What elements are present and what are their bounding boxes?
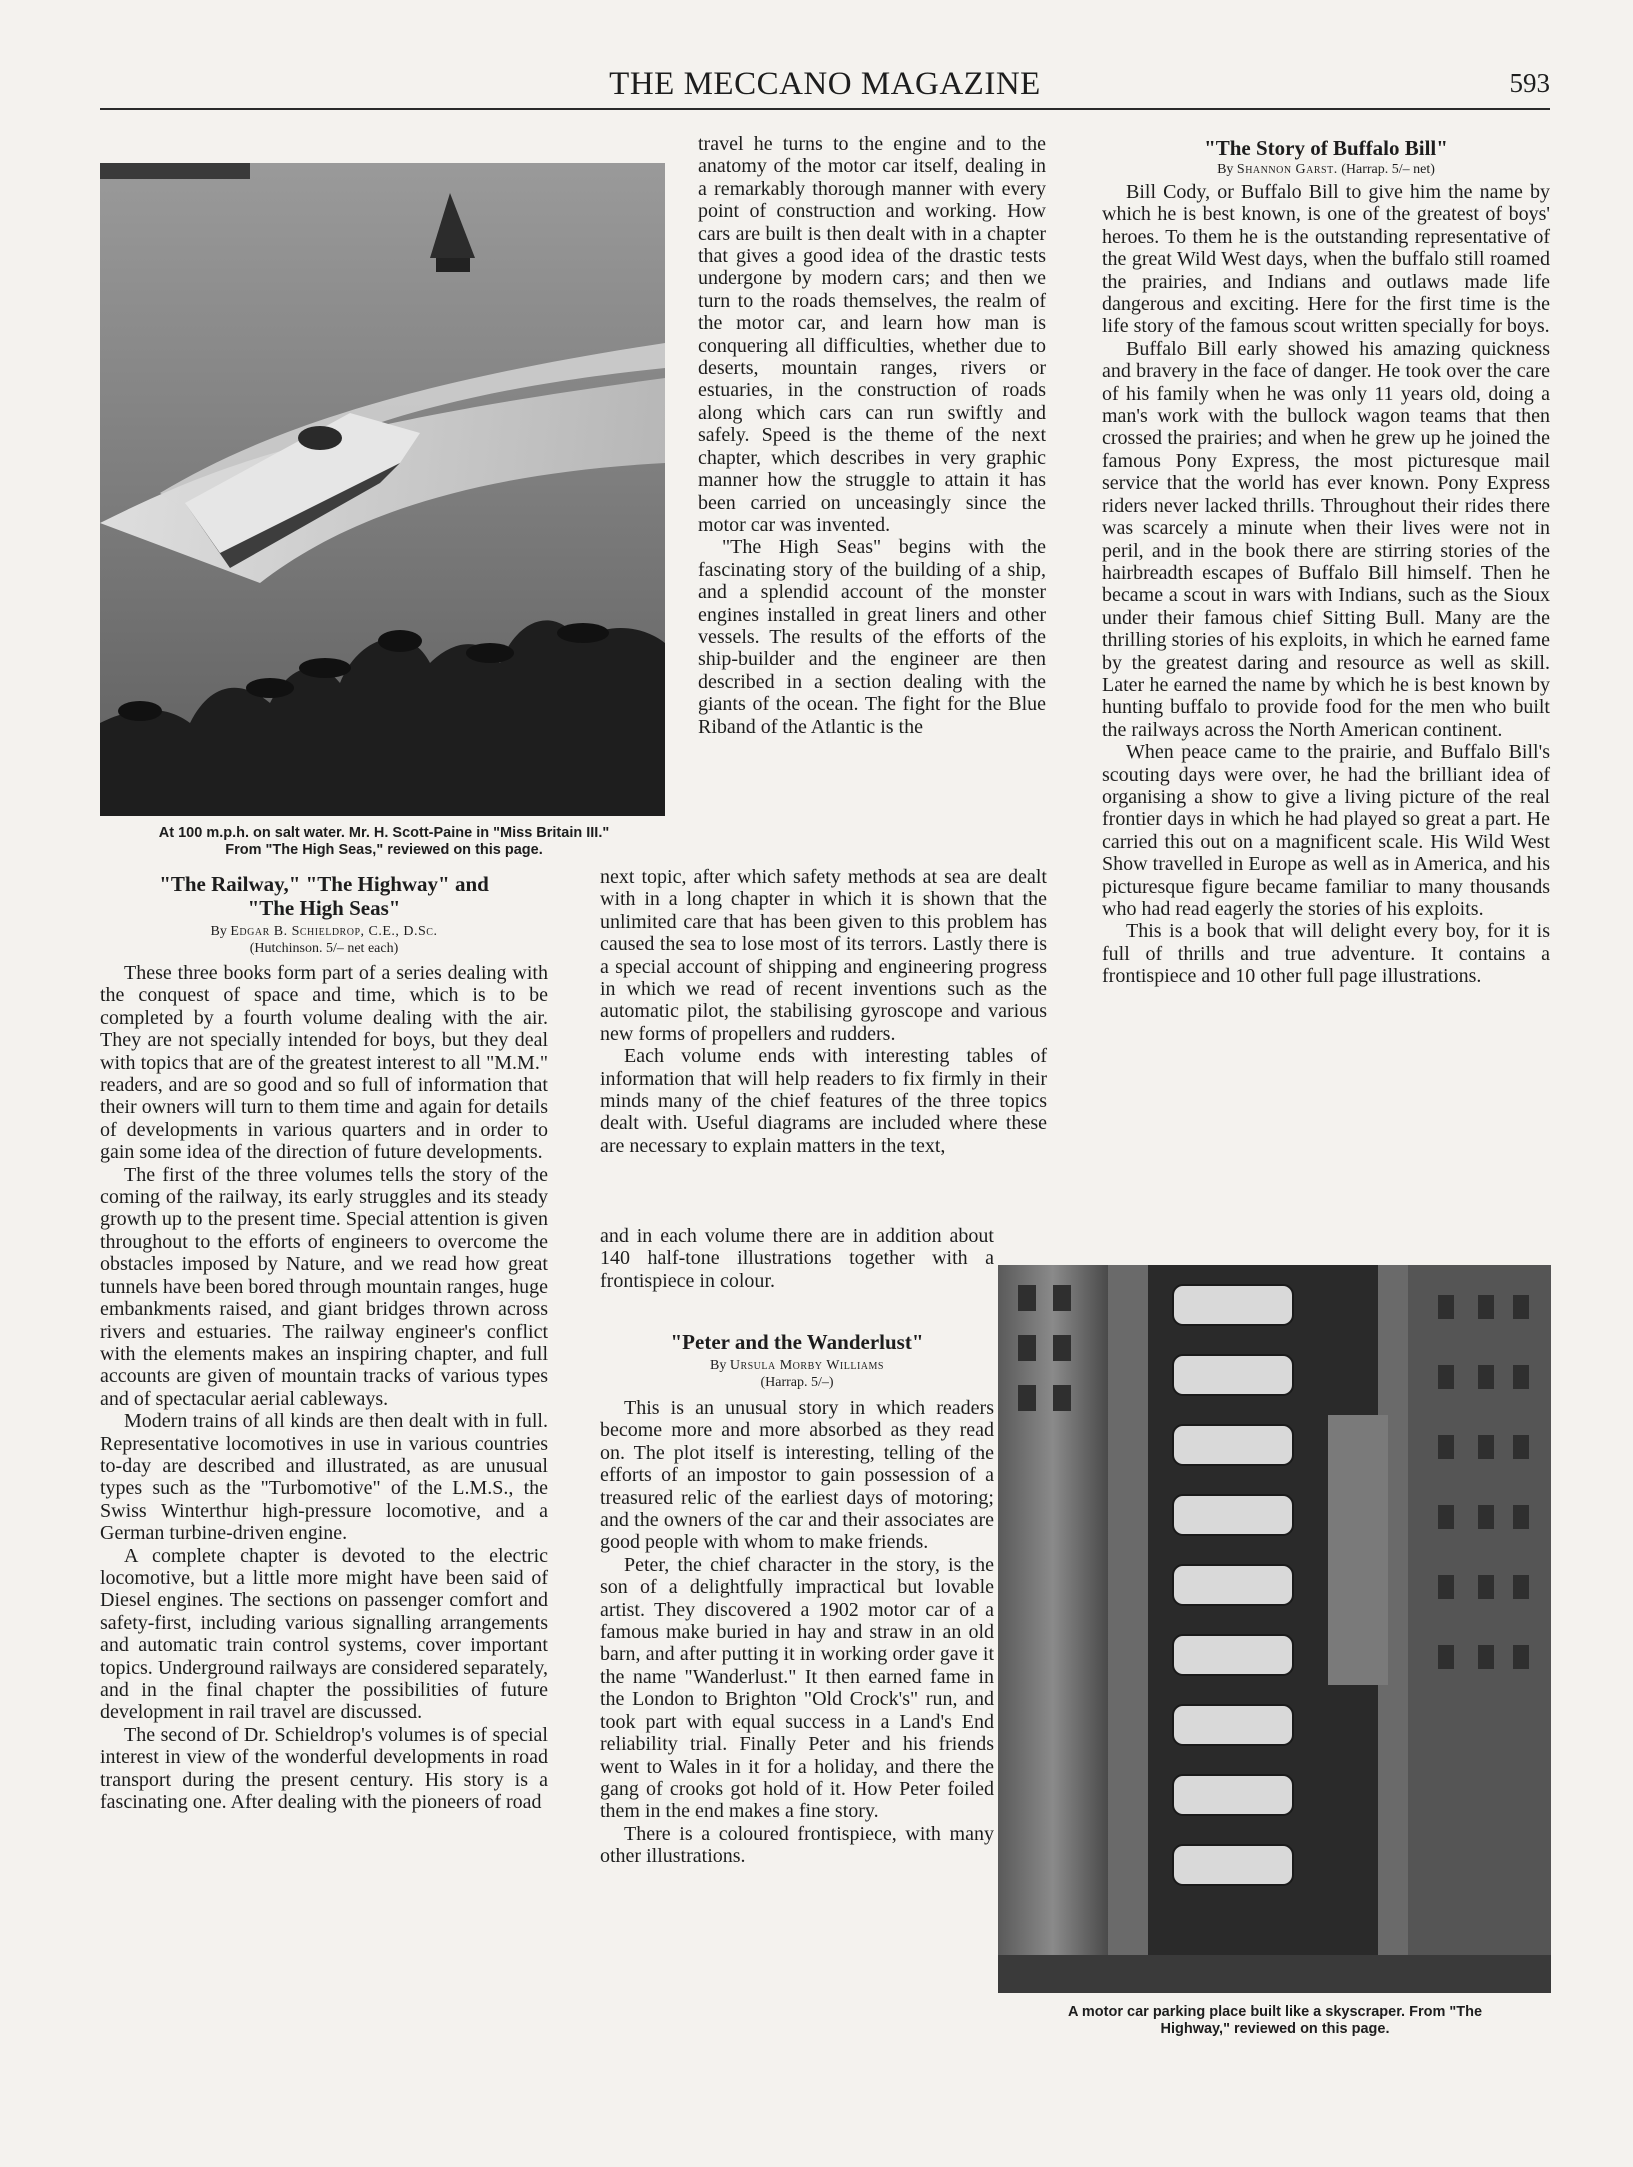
review-railway-byline: [100, 923, 548, 957]
speedboat-illustration: [100, 163, 665, 816]
speedboat-caption: [100, 825, 668, 859]
byline-prefix: By: [710, 1358, 727, 1373]
byline-prefix: By: [1217, 162, 1234, 177]
paragraph: Bill Cody, or Buffalo Bill to give him the name by which he is best known, is one of the greatest of boys' heroes. To them he is the outstanding representative of the great Wild West days, when the buffalo still roamed the prairies, and Indians and outlaws made life dangerous and exciting. Here for the first time is the life story of the famous scout written specially for boys.: [1102, 181, 1550, 338]
review-railway-publisher: (Hutchinson. 5/– net each): [249, 941, 399, 956]
review-railway-author: Edgar B. Schieldrop, C.E., D.Sc.: [230, 924, 438, 939]
review-buffalo-byline: [1102, 161, 1550, 178]
review-peter-author: Ursula Morby Williams: [729, 1358, 884, 1373]
review-buffalo-publisher: (Harrap. 5/– net): [1341, 162, 1435, 177]
paragraph: These three books form part of a series dealing with the conquest of space and time, which is to be completed by a fourth volume dealing with the air. They are not specially intended for boys, but they deal with topics that are of the greatest interest to all "M.M." readers, and are so good and so full of information that their owners will turn to them time and again for details of developments in various quarters and in order to gain some idea of the direction of future developments.: [100, 962, 548, 1164]
review-buffalo-author: Shannon Garst.: [1236, 162, 1338, 177]
paragraph: Modern trains of all kinds are then dealt with in full. Representative locomotives in use in various countries to-day are described and illustrated, as are unusual types such as the "Turbomotive" of the L.M.S., the Swiss Winterthur high-pressure locomotive, and a German turbine-driven engine.: [100, 1410, 548, 1545]
paragraph: There is a coloured frontispiece, with many other illustrations.: [600, 1822, 994, 1868]
paragraph: This is an unusual story in which readers become more and more absorbed as they read on. The plot itself is interesting, telling of the efforts of an impostor to gain possession of a treasured relic of the earliest days of motoring; and the owners of the car and their associates are good people with whom to make friends.: [600, 1397, 994, 1554]
page-header: [100, 62, 1550, 110]
page-number: 593: [1509, 68, 1550, 98]
paragraph: The second of Dr. Schieldrop's volumes is of special interest in view of the wonderful developments in road transport during the present century. His story is a fascinating one. After dealing with the pioneers of road: [100, 1723, 548, 1814]
paragraph: Buffalo Bill early showed his amazing quickness and bravery in the face of danger. He took over the care of his family when he was only 11 years old, doing a man's work with the bullock wagon teams that then crossed the prairies; and when he grew up he joined the famous Pony Express, the most picturesque mail service that the world has ever known. Pony Express riders never lacked thrills. Throughout their rides there was scarcely a minute when their lives were not in peril, and in the book there are stirring stories of the hairbreadth escapes of Buffalo Bill himself. Then he became a scout in wars with Indians, such as the Sioux under their famous chief Sitting Bull. Many are the thrilling stories of his exploits, in which he earned fame by the greatest daring and resource as well as skill. Later he earned the name by which he is best known by hunting buffalo to provide food for the men who built the railways across the North American continent.: [1102, 337, 1550, 741]
speedboat-photo: [100, 163, 665, 816]
column-2-mid-text: [600, 866, 1047, 1157]
magazine-title: THE MECCANO MAGAZINE: [609, 66, 1041, 102]
column-2-narrow-text: [600, 1225, 994, 1292]
byline-prefix: By: [210, 924, 227, 939]
review-peter-byline: [600, 1357, 994, 1391]
speedboat-caption-line2: From "The High Seas," reviewed on this page.: [225, 842, 543, 858]
car-park-caption-line1: A motor car parking place built like a skyscraper. From "The: [1067, 2004, 1483, 2020]
paragraph: Each volume ends with interesting tables of information that will help readers to fix firmly in their minds many of the chief features of the three topics dealt with. Useful diagrams are included where these are necessary to explain matters in the text,: [600, 1045, 1047, 1157]
review-railway-heading-line2: "The High Seas": [247, 896, 401, 920]
paragraph: The first of the three volumes tells the story of the coming of the railway, its early struggles and its steady growth up to the present time. Special attention is given throughout to the efforts of engineers to overcome the obstacles imposed by Nature, and we read how great tunnels have been bored through mountain ranges, huge embankments raised, and giant bridges thrown across rivers and estuaries. The railway engineer's conflict with the elements makes an inspiring chapter, and full accounts are given of mountain tracks of various types and of spectacular aerial cableways.: [100, 1163, 548, 1410]
review-peter-publisher: (Harrap. 5/–): [760, 1375, 834, 1390]
paragraph: travel he turns to the engine and to the anatomy of the motor car itself, dealing in a remarkably thorough manner with every point of construction and working. How cars are built is then dealt with in a chapter that gives a good idea of the drastic tests undergone by modern cars; and then we turn to the roads themselves, the realm of the motor car, and learn how man is conquering all difficulties, whether due to deserts, mountain ranges, rivers or estuaries, in the construction of roads along which cars can run swiftly and safely. Speed is the theme of the next chapter, which describes in very graphic manner how the struggle to attain it has been carried on unceasingly since the motor car was invented.: [698, 133, 1046, 536]
paragraph: This is a book that will delight every boy, for it is full of thrills and true adventure. It contains a frontispiece and 10 other full page illustrations.: [1102, 920, 1550, 988]
review-peter-heading: "Peter and the Wanderlust": [670, 1330, 924, 1354]
column-1-text: [100, 962, 548, 1813]
paragraph: A complete chapter is devoted to the electric locomotive, but a little more might have been said of Diesel engines. The sections on passenger comfort and safety-first, including various signalling arrangements and automatic train control systems, cover important topics. Underground railways are considered separately, and in the final chapter the possibilities of future development in rail travel are discussed.: [100, 1544, 548, 1724]
review-railway-heading-block: [100, 872, 548, 963]
review-railway-heading-line1: "The Railway," "The Highway" and: [159, 872, 489, 896]
speedboat-caption-line1: At 100 m.p.h. on salt water. Mr. H. Scott-Paine in "Miss Britain III.": [158, 825, 610, 841]
review-buffalo-bill: [1102, 136, 1550, 988]
review-peter: [600, 1330, 994, 1868]
car-park-photo: [998, 1265, 1551, 1993]
paragraph: and in each volume there are in addition about 140 half-tone illustrations together with a frontispiece in colour.: [600, 1225, 994, 1292]
column-2-top-text: [698, 133, 1046, 738]
car-park-caption-line2: Highway," reviewed on this page.: [1160, 2021, 1390, 2037]
paragraph: "The High Seas" begins with the fascinating story of the building of a ship, and a splendid account of the monster engines installed in great liners and other vessels. The results of the efforts of the ship-builder and the engineer are then described in a section dealing with the giants of the ocean. The fight for the Blue Riband of the Atlantic is the: [698, 536, 1046, 738]
review-buffalo-heading: "The Story of Buffalo Bill": [1204, 136, 1448, 160]
car-park-caption: [990, 2004, 1560, 2038]
paragraph: When peace came to the prairie, and Buffalo Bill's scouting days were over, he had the brilliant idea of organising a show to give a living picture of the real frontier days in which he had played so great a part. He carried this out on a magnificent scale. His Wild West Show travelled in Europe as well as in America, and his picturesque figure became familiar to many thousands who had read eagerly the stories of his exploits.: [1102, 741, 1550, 920]
paragraph: next topic, after which safety methods at sea are dealt with in a long chapter in which it is shown that the unlimited care that has been given to this problem has caused the sea to lose most of its terrors. Lastly there is a special account of shipping and engineering progress in which we read of recent inventions such as the automatic pilot, the stabilising gyroscope and various new forms of propellers and rudders.: [600, 866, 1047, 1045]
paragraph: Peter, the chief character in the story, is the son of a delightfully impractical but lovable artist. They discovered a 1902 motor car of a famous make buried in hay and straw in an old barn, and after putting it in working order gave it the name "Wanderlust." It then earned fame in the London to Brighton "Old Crock's" run, and took part with equal success in a Land's End reliability trial. Finally Peter and his friends went to Wales in it for a holiday, and there the gang of crooks got hold of it. How Peter foiled them in the end makes a fine story.: [600, 1553, 994, 1823]
review-railway-heading: [100, 872, 548, 920]
car-park-illustration: [998, 1265, 1551, 1993]
